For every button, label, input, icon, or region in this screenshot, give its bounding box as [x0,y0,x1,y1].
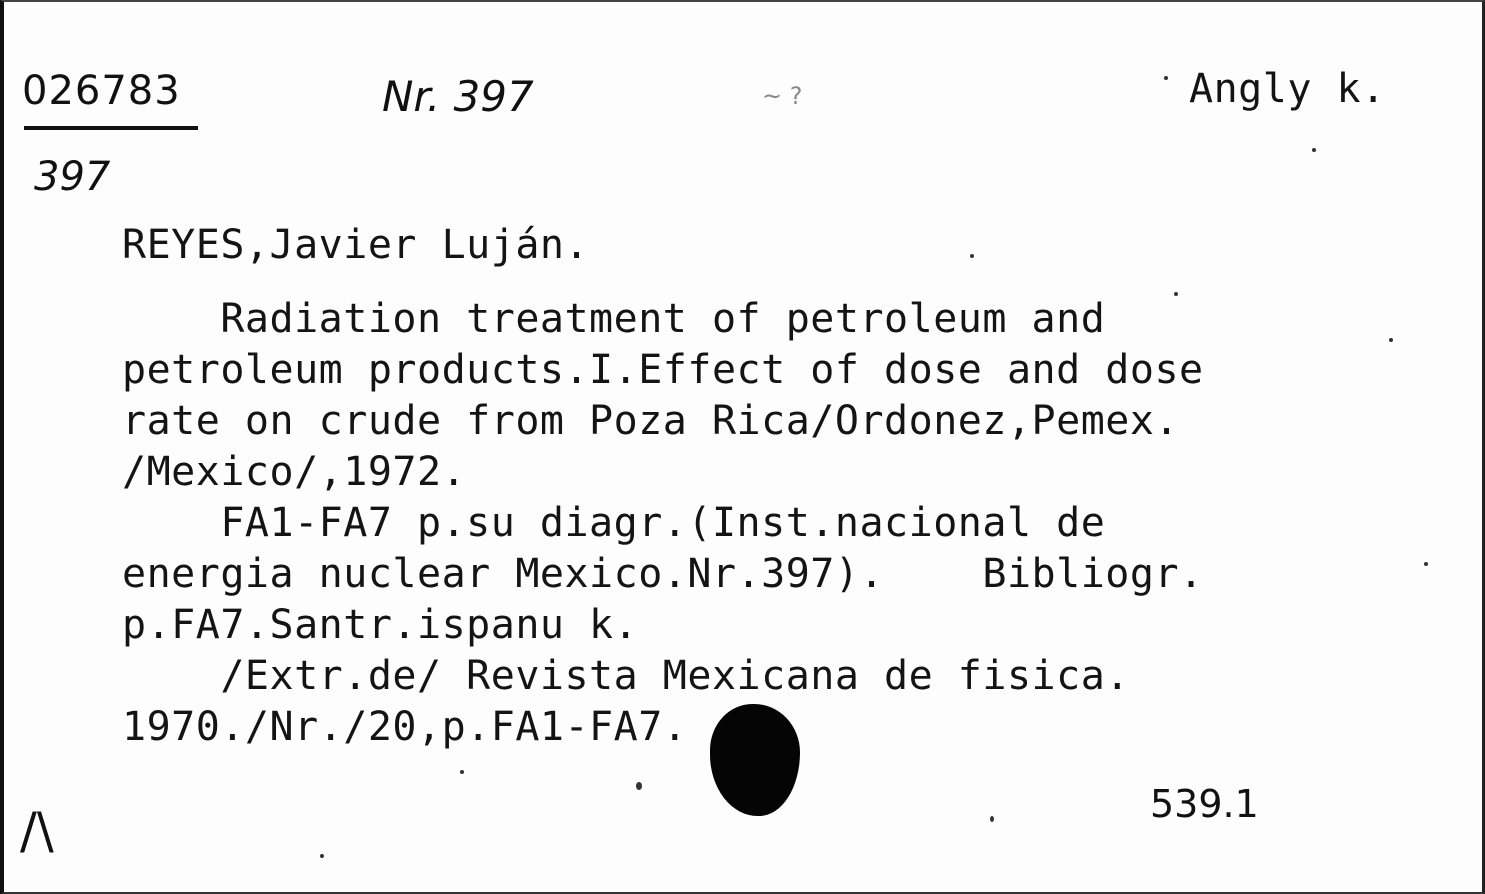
title-line-3: rate on crude from Poza Rica/Ordonez,Pemex. [122,398,1180,444]
language-note: Angly k. [1189,66,1386,112]
title-line-2: petroleum products.I.Effect of dose and dose [122,347,1204,393]
dust-speck [1424,562,1428,566]
dust-speck [460,770,464,774]
classification-number: 539.1 [1150,782,1259,826]
dust-speck [1312,148,1316,152]
author-line: REYES,Javier Luján. [122,222,590,268]
title-line-1: Radiation treatment of petroleum and [122,296,1106,342]
sub-number: 397 [34,154,111,200]
collation-line-2: energia nuclear Mexico.Nr.397). Bibliogr. [122,551,1204,597]
accession-underline [24,126,198,130]
source-line-2: 1970./Nr./20,p.FA1-FA7. [122,704,688,750]
corner-pencil-mark: /\ [20,802,54,860]
imprint-line: /Mexico/,1972. [122,449,467,495]
dust-speck [1389,338,1393,342]
dust-speck [320,854,324,858]
collation-line-3: p.FA7.Santr.ispanu k. [122,602,639,648]
handwritten-number: Nr. 397 [382,72,534,121]
dust-speck [1164,76,1168,80]
dust-speck [1174,292,1178,296]
source-line-1: /Extr.de/ Revista Mexicana de fisica. [122,653,1130,699]
faint-pencil-mark: ~ ? [762,82,803,110]
dust-speck [636,782,642,790]
collation-line-1: FA1-FA7 p.su diagr.(Inst.nacional de [122,500,1106,546]
accession-number: 026783 [22,68,181,114]
dust-speck [970,254,974,258]
ink-blot [710,704,800,816]
dust-speck [990,816,994,822]
